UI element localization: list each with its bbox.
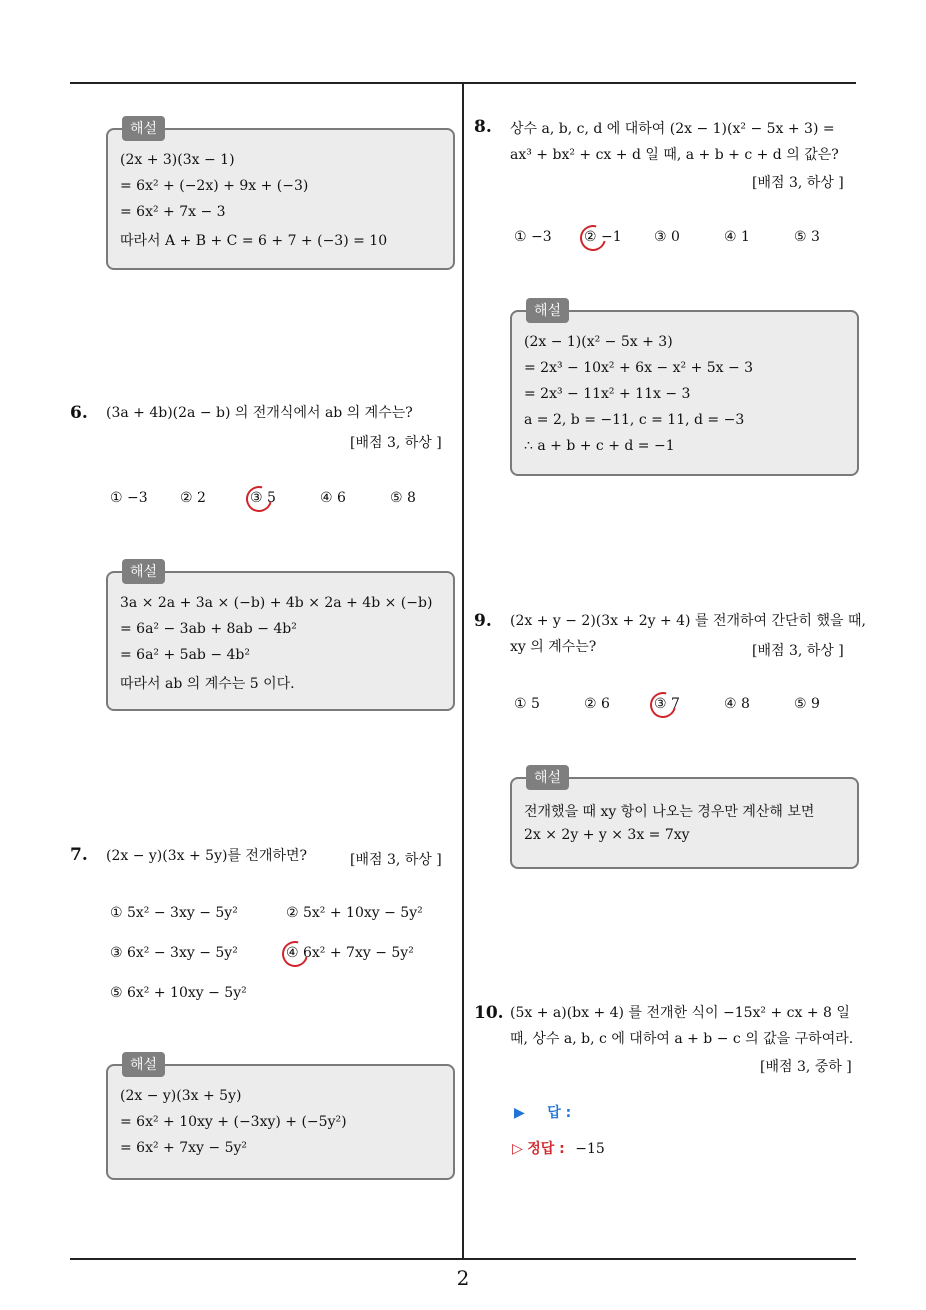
choice-3[interactable]: ③ 5 xyxy=(250,490,276,506)
choice-4[interactable]: ④ 1 xyxy=(724,229,750,245)
solution-box-q7 xyxy=(106,1057,455,1180)
solution-line: a = 2, b = −11, c = 11, d = −3 xyxy=(524,412,745,428)
solution-line: (2x − 1)(x² − 5x + 3) xyxy=(524,334,673,350)
page-number: 2 xyxy=(456,1266,470,1290)
question-text-7: (2x − y)(3x + 5y)를 전개하면? xyxy=(106,848,308,864)
choice-5[interactable]: ⑤ 3 xyxy=(794,229,820,245)
solution-line: = 6x² + 7x − 3 xyxy=(120,204,226,220)
solution-line: = 6x² + 7xy − 5y² xyxy=(120,1140,247,1156)
correct-answer-value: −15 xyxy=(575,1141,605,1157)
choice-1[interactable]: ① −3 xyxy=(110,490,148,506)
answer-circle-mark xyxy=(277,936,313,972)
solution-line: (2x + 3)(3x − 1) xyxy=(120,152,235,168)
question-text-8-line2: ax³ + bx² + cx + d 일 때, a + b + c + d 의 값은? xyxy=(510,147,839,163)
choice-2[interactable]: ② 6 xyxy=(584,696,610,712)
question-number-7: 7. xyxy=(70,845,88,865)
question-text-6: (3a + 4b)(2a − b) 의 전개식에서 ab 의 계수는? xyxy=(106,405,413,421)
question-score-9: [배점 3, 하상 ] xyxy=(752,643,844,659)
answer-input-row[interactable] xyxy=(514,1102,571,1122)
correct-answer-label: 정답 : xyxy=(527,1141,565,1157)
question-score-6: [배점 3, 하상 ] xyxy=(350,435,442,451)
solution-line: (2x − y)(3x + 5y) xyxy=(120,1088,242,1104)
answer-circle-mark xyxy=(645,687,681,723)
question-score-10: [배점 3, 중하 ] xyxy=(760,1059,852,1075)
question-text-8-line1: 상수 a, b, c, d 에 대하여 (2x − 1)(x² − 5x + 3) = xyxy=(510,121,835,137)
solution-line: 3a × 2a + 3a × (−b) + 4b × 2a + 4b × (−b) xyxy=(120,595,433,611)
column-divider xyxy=(462,84,464,1260)
solution-line: = 6x² + 10xy + (−3xy) + (−5y²) xyxy=(120,1114,347,1130)
choice-4[interactable]: ④ 6 xyxy=(320,490,346,506)
answer-label: 답 : xyxy=(547,1105,572,1121)
solution-line: = 6x² + (−2x) + 9x + (−3) xyxy=(120,178,309,194)
choice-1[interactable]: ① −3 xyxy=(514,229,552,245)
question-score-8: [배점 3, 하상 ] xyxy=(752,175,844,191)
solution-line: ∴ a + b + c + d = −1 xyxy=(524,438,675,454)
solution-box-q9 xyxy=(510,770,859,869)
choice-3[interactable]: ③ 6x² − 3xy − 5y² xyxy=(110,945,238,961)
question-text-10-line2: 때, 상수 a, b, c 에 대하여 a + b − c 의 값을 구하여라. xyxy=(510,1031,854,1047)
solution-box-q8 xyxy=(510,303,859,476)
solution-line: = 6a² + 5ab − 4b² xyxy=(120,647,251,663)
choice-2[interactable]: ② −1 xyxy=(584,229,622,245)
solution-tag: 해설 xyxy=(526,765,569,790)
solution-line: = 2x³ − 10x² + 6x − x² + 5x − 3 xyxy=(524,360,754,376)
solution-line: 2x × 2y + y × 3x = 7xy xyxy=(524,827,690,843)
question-number-10: 10. xyxy=(474,1003,504,1023)
question-text-9-line2: xy 의 계수는? xyxy=(510,639,597,655)
solution-tag: 해설 xyxy=(122,116,165,141)
question-text-9-line1: (2x + y − 2)(3x + 2y + 4) 를 전개하여 간단히 했을 때, xyxy=(510,613,866,629)
choice-3[interactable]: ③ 7 xyxy=(654,696,680,712)
correct-triangle-icon: ▷ xyxy=(512,1141,523,1157)
solution-line: = 6a² − 3ab + 8ab − 4b² xyxy=(120,621,297,637)
choice-4[interactable]: ④ 8 xyxy=(724,696,750,712)
solution-box-q6 xyxy=(106,564,455,711)
choice-4[interactable]: ④ 6x² + 7xy − 5y² xyxy=(286,945,414,961)
bottom-rule xyxy=(70,1258,856,1260)
correct-answer-row xyxy=(512,1138,605,1158)
solution-line: 따라서 ab 의 계수는 5 이다. xyxy=(120,676,295,692)
solution-box-q5 xyxy=(106,121,455,270)
choice-2[interactable]: ② 5x² + 10xy − 5y² xyxy=(286,905,423,921)
solution-line: = 2x³ − 11x² + 11x − 3 xyxy=(524,386,691,402)
answer-circle-mark xyxy=(575,220,611,256)
answer-circle-mark xyxy=(241,481,277,517)
question-text-10-line1: (5x + a)(bx + 4) 를 전개한 식이 −15x² + cx + 8 일 xyxy=(510,1005,850,1021)
answer-triangle-icon: ▶ xyxy=(514,1105,525,1121)
question-number-8: 8. xyxy=(474,117,492,137)
question-score-7: [배점 3, 하상 ] xyxy=(350,852,442,868)
choice-5[interactable]: ⑤ 6x² + 10xy − 5y² xyxy=(110,985,247,1001)
solution-line: 전개했을 때 xy 항이 나오는 경우만 계산해 보면 xyxy=(524,804,815,820)
solution-tag: 해설 xyxy=(122,559,165,584)
solution-line: 따라서 A + B + C = 6 + 7 + (−3) = 10 xyxy=(120,233,388,249)
choice-1[interactable]: ① 5 xyxy=(514,696,540,712)
solution-tag: 해설 xyxy=(122,1052,165,1077)
choice-5[interactable]: ⑤ 8 xyxy=(390,490,416,506)
choice-3[interactable]: ③ 0 xyxy=(654,229,680,245)
solution-tag: 해설 xyxy=(526,298,569,323)
choice-5[interactable]: ⑤ 9 xyxy=(794,696,820,712)
choice-2[interactable]: ② 2 xyxy=(180,490,206,506)
question-number-6: 6. xyxy=(70,403,88,423)
choice-1[interactable]: ① 5x² − 3xy − 5y² xyxy=(110,905,238,921)
question-number-9: 9. xyxy=(474,611,492,631)
